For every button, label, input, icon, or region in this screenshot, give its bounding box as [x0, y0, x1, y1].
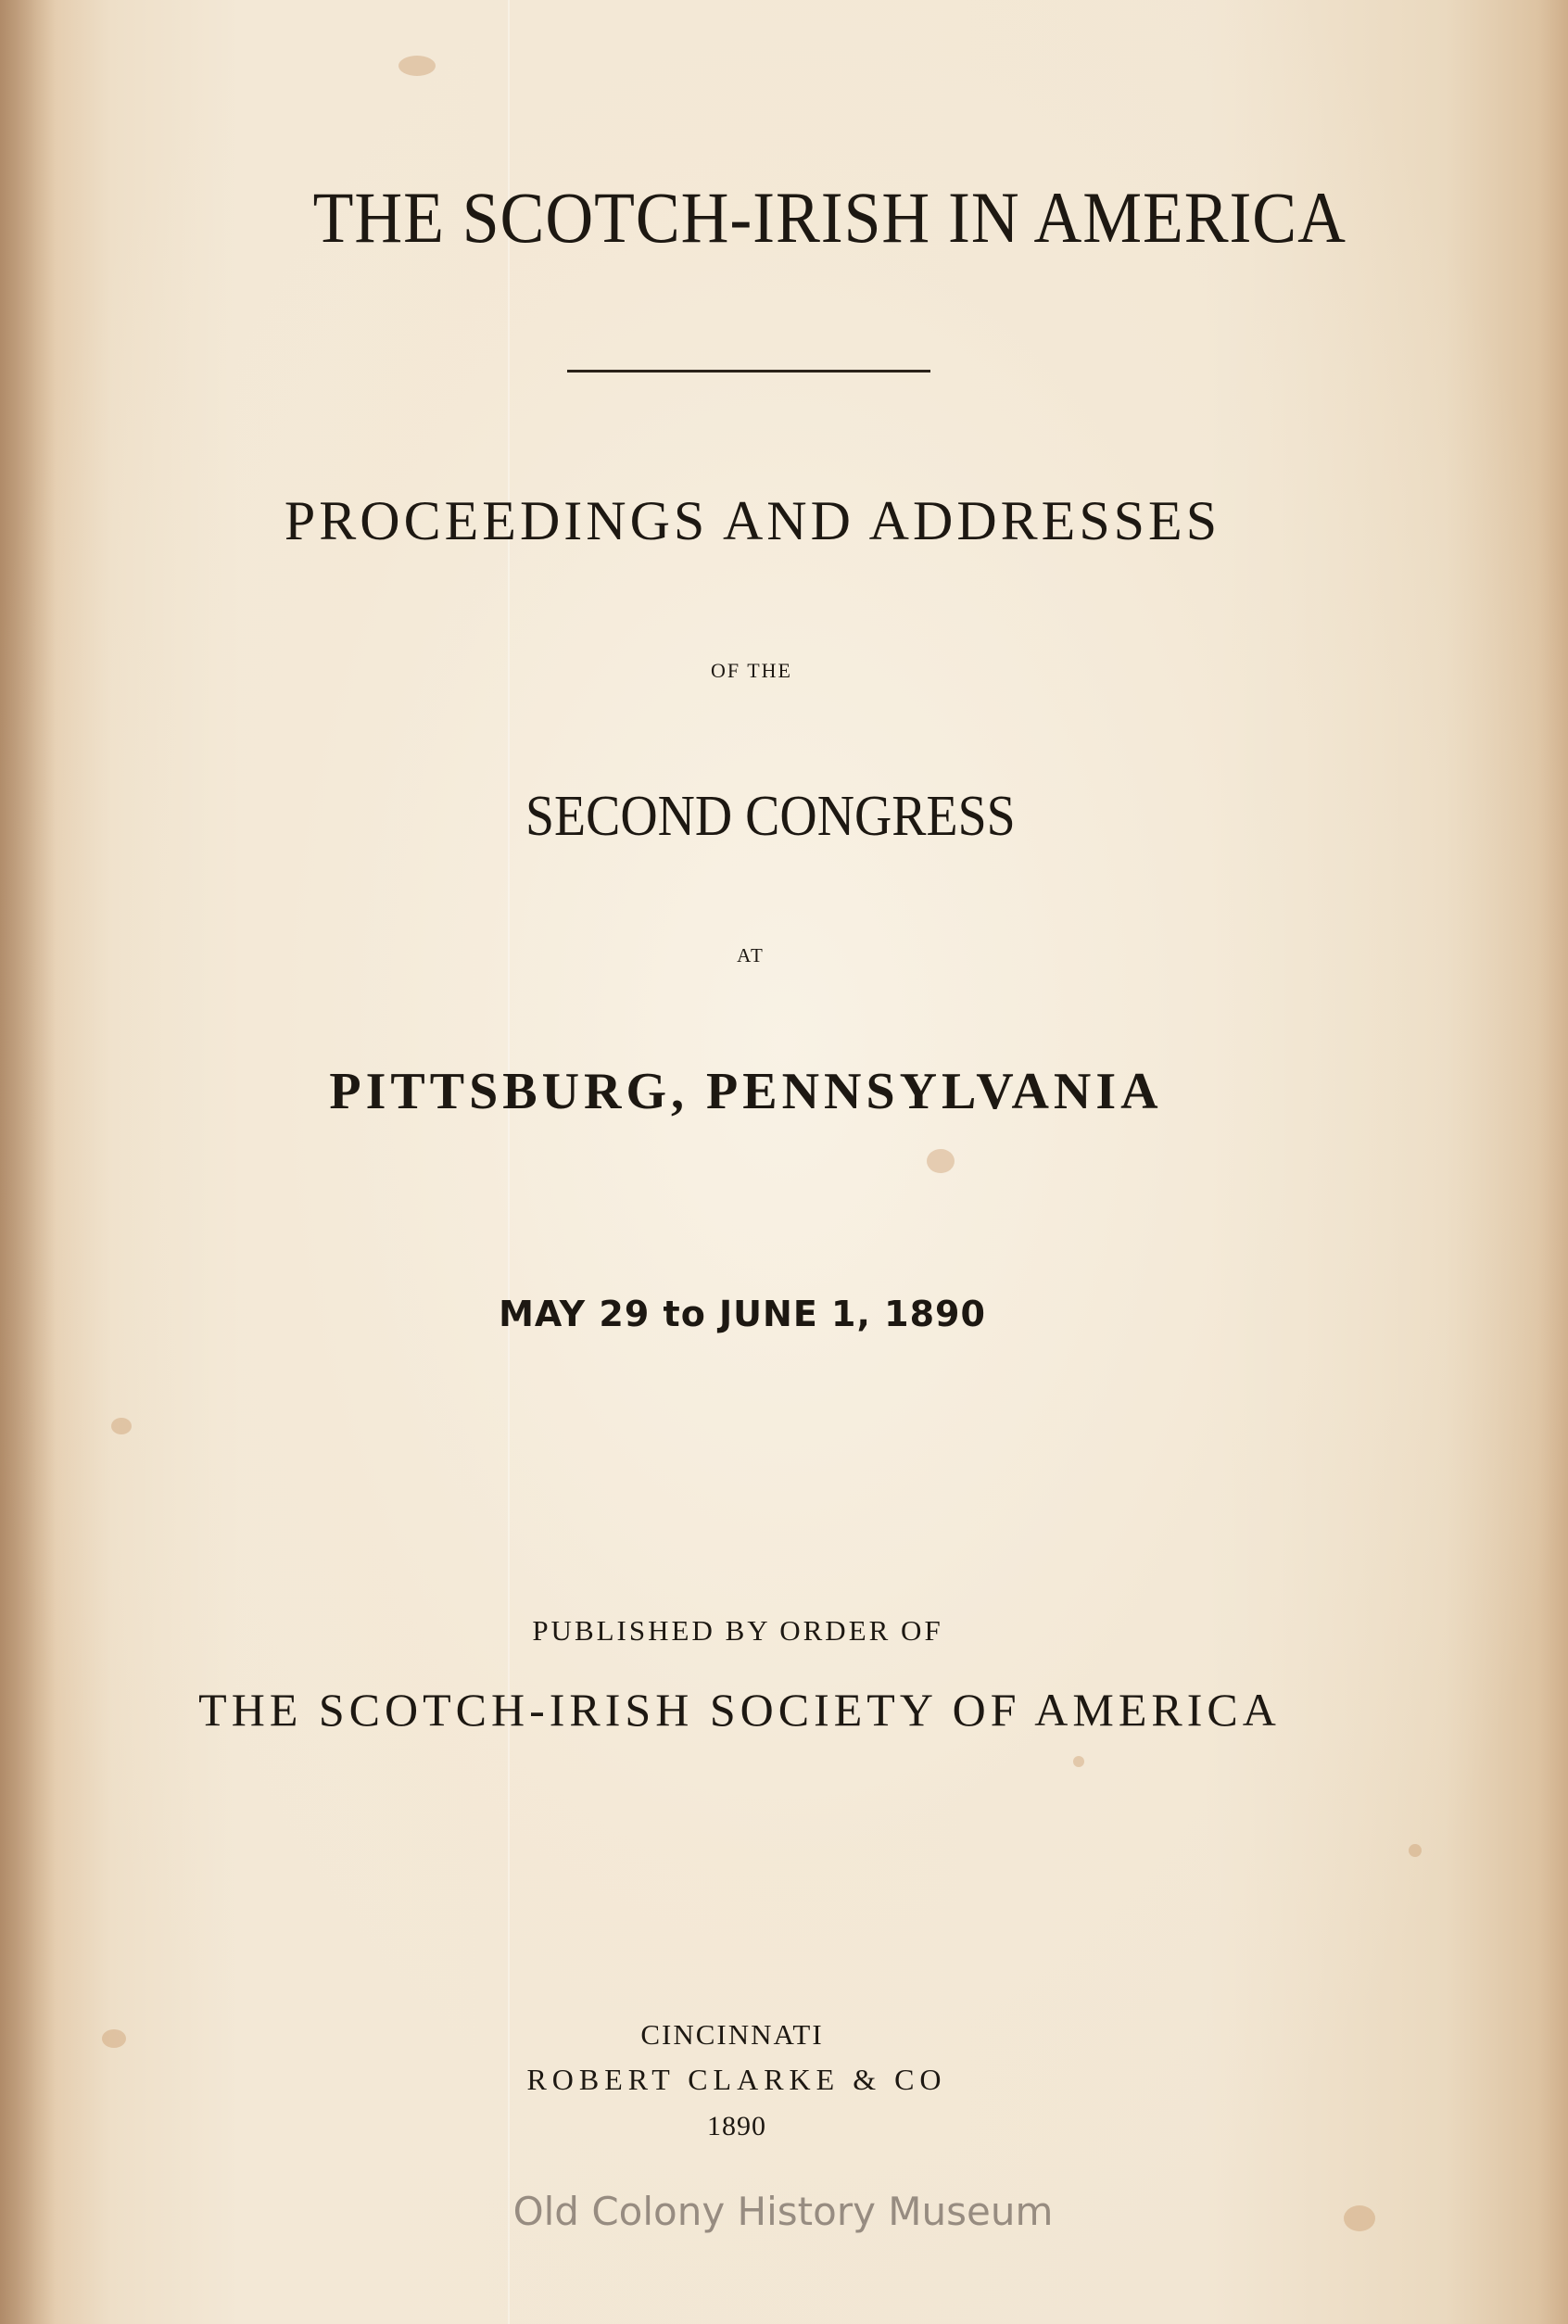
- title-rule: [567, 370, 930, 373]
- foxing-spot: [927, 1149, 955, 1173]
- published-by-line: PUBLISHED BY ORDER OF: [532, 1614, 943, 1647]
- foxing-spot: [398, 56, 436, 76]
- imprint-city: CINCINNATI: [640, 2018, 824, 2051]
- museum-watermark: Old Colony History Museum: [512, 2189, 1054, 2234]
- at-text: AT: [737, 944, 765, 966]
- foxing-spot: [111, 1418, 132, 1434]
- foxing-spot: [1409, 1844, 1422, 1857]
- binding-edge-shadow: [0, 0, 56, 2324]
- location-heading: PITTSBURG, PENNSYLVANIA: [329, 1063, 1163, 1120]
- congress-dates: MAY 29 to JUNE 1, 1890: [499, 1294, 986, 1334]
- congress-heading: SECOND CONGRESS: [525, 785, 1016, 848]
- society-name: THE SCOTCH-IRISH SOCIETY OF AMERICA: [198, 1684, 1281, 1736]
- publication-year: 1890: [707, 2111, 766, 2141]
- foxing-spot: [1344, 2205, 1375, 2231]
- foxing-spot: [102, 2029, 126, 2048]
- page-crease: [508, 0, 510, 2324]
- foxing-spot: [1073, 1756, 1084, 1767]
- book-title: THE SCOTCH-IRISH IN AMERICA: [312, 177, 1347, 258]
- publisher-name: ROBERT CLARKE & CO: [526, 2063, 947, 2096]
- of-the-text: OF THE: [711, 659, 792, 682]
- subtitle: PROCEEDINGS AND ADDRESSES: [284, 490, 1221, 551]
